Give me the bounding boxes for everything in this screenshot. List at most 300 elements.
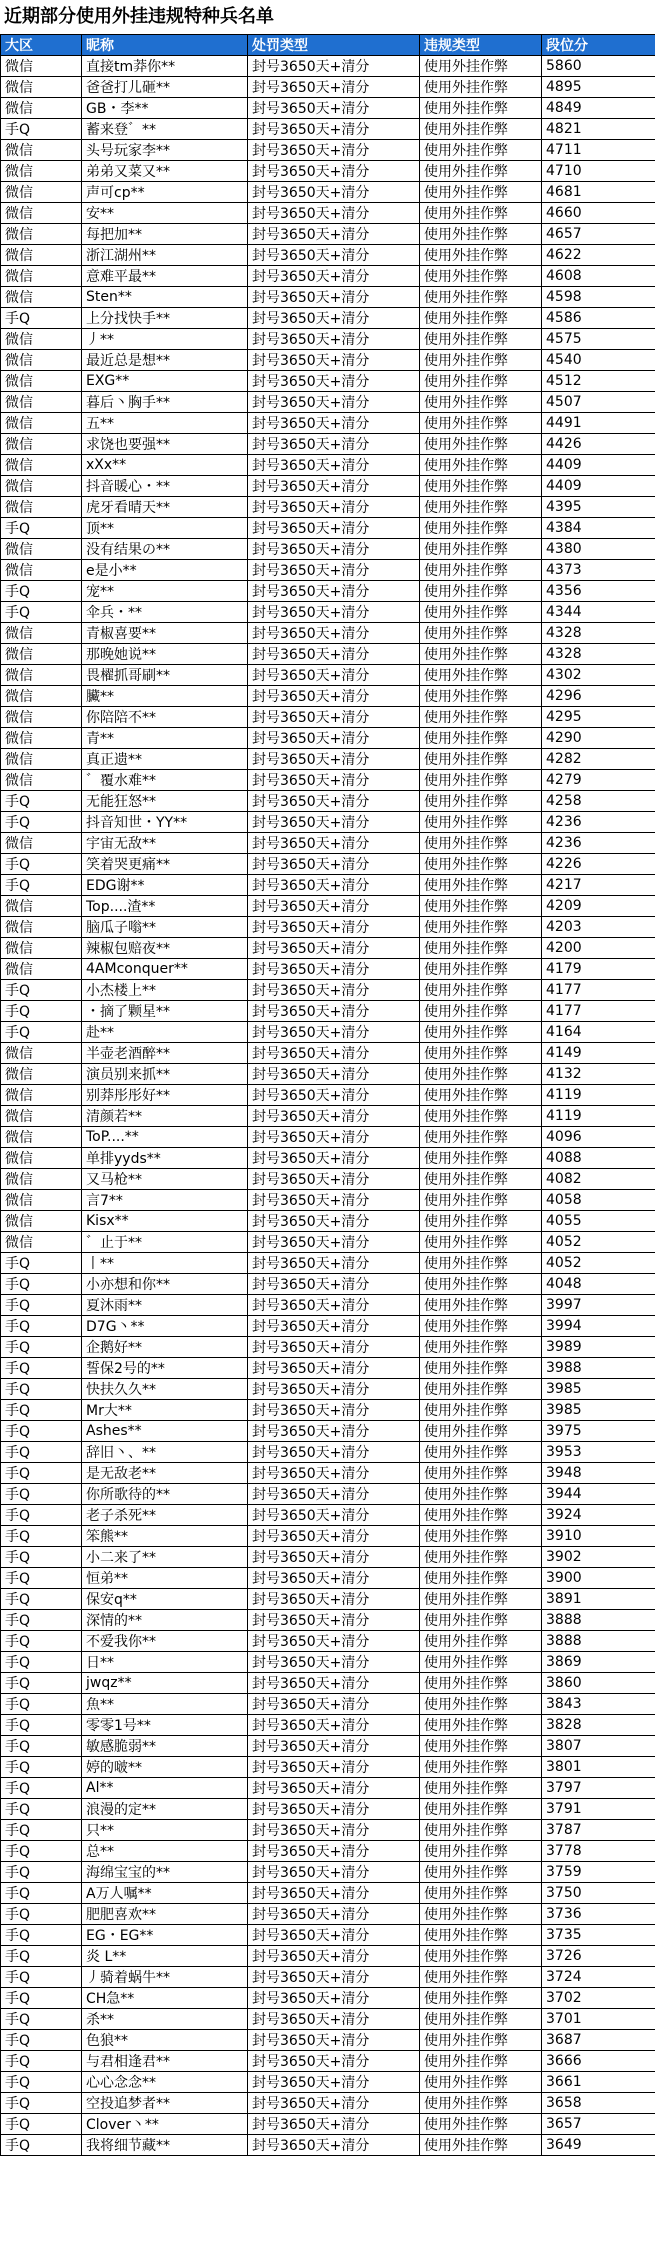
region-cell: 手Q	[1, 980, 82, 1001]
table-row	[1, 476, 655, 497]
violation-type-cell: 使用外挂作弊	[420, 1169, 542, 1190]
region-cell: 手Q	[1, 854, 82, 875]
region-cell: 微信	[1, 329, 82, 350]
nickname-cell: EDG谢**	[82, 875, 248, 896]
rank-score-cell: 4384	[542, 518, 655, 539]
table-row	[1, 2030, 655, 2051]
nickname-cell: ゛覆水难**	[82, 770, 248, 791]
table-row	[1, 539, 655, 560]
penalty-type-cell: 封号3650天+清分	[248, 1400, 420, 1421]
region-cell: 手Q	[1, 1001, 82, 1022]
region-cell: 手Q	[1, 1652, 82, 1673]
nickname-cell: 只**	[82, 1820, 248, 1841]
nickname-cell: 快扶久久**	[82, 1379, 248, 1400]
rank-score-cell: 3801	[542, 1757, 655, 1778]
region-cell: 手Q	[1, 2009, 82, 2030]
violation-type-cell: 使用外挂作弊	[420, 119, 542, 140]
table-row	[1, 56, 655, 77]
rank-score-cell: 3985	[542, 1400, 655, 1421]
penalty-type-cell: 封号3650天+清分	[248, 2114, 420, 2135]
nickname-cell: 日**	[82, 1652, 248, 1673]
nickname-cell: 上分找快手**	[82, 308, 248, 329]
table-row	[1, 182, 655, 203]
violation-type-cell: 使用外挂作弊	[420, 1820, 542, 1841]
violation-type-cell: 使用外挂作弊	[420, 1652, 542, 1673]
table-row	[1, 1589, 655, 1610]
nickname-cell: 小杰楼上**	[82, 980, 248, 1001]
region-cell: 微信	[1, 560, 82, 581]
table-row	[1, 2135, 655, 2156]
nickname-cell: 杀**	[82, 2009, 248, 2030]
rank-score-cell: 4711	[542, 140, 655, 161]
rank-score-cell: 4295	[542, 707, 655, 728]
nickname-cell: EXG**	[82, 371, 248, 392]
penalty-type-cell: 封号3650天+清分	[248, 1043, 420, 1064]
region-cell: 手Q	[1, 2135, 82, 2156]
rank-score-cell: 3726	[542, 1946, 655, 1967]
nickname-cell: 笑着哭更痛**	[82, 854, 248, 875]
rank-score-cell: 4426	[542, 434, 655, 455]
penalty-type-cell: 封号3650天+清分	[248, 119, 420, 140]
rank-score-cell: 4608	[542, 266, 655, 287]
region-cell: 手Q	[1, 1274, 82, 1295]
violation-type-cell: 使用外挂作弊	[420, 161, 542, 182]
penalty-type-cell: 封号3650天+清分	[248, 1820, 420, 1841]
region-cell: 微信	[1, 539, 82, 560]
violation-type-cell: 使用外挂作弊	[420, 1946, 542, 1967]
nickname-cell: 辞旧丶、**	[82, 1442, 248, 1463]
violation-type-cell: 使用外挂作弊	[420, 1190, 542, 1211]
penalty-type-cell: 封号3650天+清分	[248, 749, 420, 770]
penalty-type-cell: 封号3650天+清分	[248, 812, 420, 833]
nickname-cell: 脑瓜子嗡**	[82, 917, 248, 938]
violation-type-cell: 使用外挂作弊	[420, 1295, 542, 1316]
table-row	[1, 644, 655, 665]
region-cell: 微信	[1, 896, 82, 917]
table-row	[1, 98, 655, 119]
violation-type-cell: 使用外挂作弊	[420, 875, 542, 896]
table-row	[1, 1904, 655, 1925]
nickname-cell: 敏感脆弱**	[82, 1736, 248, 1757]
penalty-type-cell: 封号3650天+清分	[248, 1610, 420, 1631]
violation-type-cell: 使用外挂作弊	[420, 77, 542, 98]
penalty-type-cell: 封号3650天+清分	[248, 1022, 420, 1043]
region-cell: 微信	[1, 959, 82, 980]
rank-score-cell: 4082	[542, 1169, 655, 1190]
nickname-cell: 总**	[82, 1841, 248, 1862]
violation-type-cell: 使用外挂作弊	[420, 1400, 542, 1421]
nickname-cell: 丿**	[82, 329, 248, 350]
nickname-cell: 我将细节藏**	[82, 2135, 248, 2156]
penalty-type-cell: 封号3650天+清分	[248, 1505, 420, 1526]
penalty-type-cell: 封号3650天+清分	[248, 854, 420, 875]
penalty-type-cell: 封号3650天+清分	[248, 224, 420, 245]
region-cell: 微信	[1, 140, 82, 161]
nickname-cell: 企鹅好**	[82, 1337, 248, 1358]
violation-type-cell: 使用外挂作弊	[420, 245, 542, 266]
violation-type-cell: 使用外挂作弊	[420, 1106, 542, 1127]
penalty-type-cell: 封号3650天+清分	[248, 728, 420, 749]
region-cell: 手Q	[1, 1757, 82, 1778]
table-body	[1, 56, 655, 2156]
rank-score-cell: 3994	[542, 1316, 655, 1337]
violation-type-cell: 使用外挂作弊	[420, 1274, 542, 1295]
violation-type-cell: 使用外挂作弊	[420, 476, 542, 497]
penalty-type-cell: 封号3650天+清分	[248, 56, 420, 77]
region-cell: 微信	[1, 1043, 82, 1064]
table-row	[1, 140, 655, 161]
region-cell: 微信	[1, 1106, 82, 1127]
table-row	[1, 2009, 655, 2030]
region-cell: 手Q	[1, 1673, 82, 1694]
violation-type-cell: 使用外挂作弊	[420, 182, 542, 203]
rank-score-cell: 3658	[542, 2093, 655, 2114]
penalty-type-cell: 封号3650天+清分	[248, 161, 420, 182]
penalty-type-cell: 封号3650天+清分	[248, 1547, 420, 1568]
nickname-cell: ・摘了颗星**	[82, 1001, 248, 1022]
table-row	[1, 1862, 655, 1883]
nickname-cell: 意难平最**	[82, 266, 248, 287]
table-row	[1, 1505, 655, 1526]
rank-score-cell: 4258	[542, 791, 655, 812]
table-row	[1, 1799, 655, 1820]
region-cell: 微信	[1, 1148, 82, 1169]
region-cell: 手Q	[1, 2051, 82, 2072]
rank-score-cell: 4821	[542, 119, 655, 140]
region-cell: 微信	[1, 56, 82, 77]
rank-score-cell: 4681	[542, 182, 655, 203]
table-row	[1, 1925, 655, 1946]
nickname-cell: 丿骑着蜗牛**	[82, 1967, 248, 1988]
nickname-cell: 婷的啵**	[82, 1757, 248, 1778]
nickname-cell: 言7**	[82, 1190, 248, 1211]
nickname-cell: Kisx**	[82, 1211, 248, 1232]
violation-type-cell: 使用外挂作弊	[420, 1316, 542, 1337]
column-header-penalty-type: 处罚类型	[248, 35, 420, 56]
column-header-violation-type: 违规类型	[420, 35, 542, 56]
table-row	[1, 2093, 655, 2114]
table-row	[1, 1715, 655, 1736]
violation-type-cell: 使用外挂作弊	[420, 1148, 542, 1169]
table-row	[1, 770, 655, 791]
penalty-type-cell: 封号3650天+清分	[248, 1673, 420, 1694]
penalty-type-cell: 封号3650天+清分	[248, 770, 420, 791]
table-row	[1, 2114, 655, 2135]
penalty-type-cell: 封号3650天+清分	[248, 434, 420, 455]
region-cell: 微信	[1, 497, 82, 518]
region-cell: 微信	[1, 1064, 82, 1085]
nickname-cell: 弟弟又菜又**	[82, 161, 248, 182]
rank-score-cell: 4132	[542, 1064, 655, 1085]
table-row	[1, 119, 655, 140]
penalty-type-cell: 封号3650天+清分	[248, 581, 420, 602]
penalty-type-cell: 封号3650天+清分	[248, 1652, 420, 1673]
nickname-cell: 恒弟**	[82, 1568, 248, 1589]
rank-score-cell: 4586	[542, 308, 655, 329]
region-cell: 手Q	[1, 1547, 82, 1568]
rank-score-cell: 4236	[542, 812, 655, 833]
penalty-type-cell: 封号3650天+清分	[248, 1484, 420, 1505]
nickname-cell: Mr大**	[82, 1400, 248, 1421]
rank-score-cell: 4507	[542, 392, 655, 413]
rank-score-cell: 4380	[542, 539, 655, 560]
violation-type-cell: 使用外挂作弊	[420, 1568, 542, 1589]
violation-type-cell: 使用外挂作弊	[420, 1967, 542, 1988]
penalty-type-cell: 封号3650天+清分	[248, 875, 420, 896]
table-row	[1, 1988, 655, 2009]
penalty-type-cell: 封号3650天+清分	[248, 1862, 420, 1883]
violation-type-cell: 使用外挂作弊	[420, 791, 542, 812]
nickname-cell: 没有结果の**	[82, 539, 248, 560]
region-cell: 微信	[1, 245, 82, 266]
penalty-type-cell: 封号3650天+清分	[248, 1169, 420, 1190]
region-cell: 微信	[1, 1169, 82, 1190]
table-row	[1, 1694, 655, 1715]
nickname-cell: 海绵宝宝的**	[82, 1862, 248, 1883]
rank-score-cell: 4328	[542, 623, 655, 644]
penalty-type-cell: 封号3650天+清分	[248, 2093, 420, 2114]
column-header-nickname: 昵称	[82, 35, 248, 56]
rank-score-cell: 3702	[542, 1988, 655, 2009]
violation-type-cell: 使用外挂作弊	[420, 959, 542, 980]
region-cell: 微信	[1, 161, 82, 182]
table-row	[1, 728, 655, 749]
region-cell: 手Q	[1, 1610, 82, 1631]
nickname-cell: 蓄来登゛**	[82, 119, 248, 140]
table-row	[1, 1484, 655, 1505]
penalty-type-cell: 封号3650天+清分	[248, 623, 420, 644]
penalty-type-cell: 封号3650天+清分	[248, 2009, 420, 2030]
penalty-type-cell: 封号3650天+清分	[248, 1715, 420, 1736]
nickname-cell: 零零1号**	[82, 1715, 248, 1736]
penalty-type-cell: 封号3650天+清分	[248, 497, 420, 518]
violation-type-cell: 使用外挂作弊	[420, 1631, 542, 1652]
nickname-cell: 抖音知世・YY**	[82, 812, 248, 833]
region-cell: 手Q	[1, 1463, 82, 1484]
rank-score-cell: 3860	[542, 1673, 655, 1694]
table-row	[1, 1526, 655, 1547]
table-row	[1, 413, 655, 434]
region-cell: 微信	[1, 434, 82, 455]
rank-score-cell: 4657	[542, 224, 655, 245]
nickname-cell: 与君相逢君**	[82, 2051, 248, 2072]
rank-score-cell: 4622	[542, 245, 655, 266]
violation-type-cell: 使用外挂作弊	[420, 1484, 542, 1505]
penalty-type-cell: 封号3650天+清分	[248, 455, 420, 476]
table-row	[1, 1652, 655, 1673]
table-row	[1, 1022, 655, 1043]
table-row	[1, 938, 655, 959]
violation-type-cell: 使用外挂作弊	[420, 560, 542, 581]
violation-type-cell: 使用外挂作弊	[420, 350, 542, 371]
nickname-cell: 炎 L**	[82, 1946, 248, 1967]
penalty-type-cell: 封号3650天+清分	[248, 476, 420, 497]
table-row	[1, 749, 655, 770]
table-row	[1, 560, 655, 581]
region-cell: 手Q	[1, 1400, 82, 1421]
nickname-cell: e是小**	[82, 560, 248, 581]
nickname-cell: 那晚她说**	[82, 644, 248, 665]
rank-score-cell: 3888	[542, 1631, 655, 1652]
table-row	[1, 1337, 655, 1358]
table-row	[1, 1841, 655, 1862]
table-row	[1, 1127, 655, 1148]
nickname-cell: 心心念念**	[82, 2072, 248, 2093]
violation-type-cell: 使用外挂作弊	[420, 917, 542, 938]
violation-type-cell: 使用外挂作弊	[420, 1925, 542, 1946]
violation-type-cell: 使用外挂作弊	[420, 539, 542, 560]
rank-score-cell: 3953	[542, 1442, 655, 1463]
rank-score-cell: 3701	[542, 2009, 655, 2030]
rank-score-cell: 4344	[542, 602, 655, 623]
table-row	[1, 1106, 655, 1127]
region-cell: 手Q	[1, 2030, 82, 2051]
rank-score-cell: 4356	[542, 581, 655, 602]
violation-type-cell: 使用外挂作弊	[420, 56, 542, 77]
violation-type-cell: 使用外挂作弊	[420, 602, 542, 623]
rank-score-cell: 3948	[542, 1463, 655, 1484]
nickname-cell: 青椒喜要**	[82, 623, 248, 644]
region-cell: 手Q	[1, 2093, 82, 2114]
region-cell: 手Q	[1, 1442, 82, 1463]
region-cell: 微信	[1, 392, 82, 413]
table-row	[1, 1673, 655, 1694]
violation-type-cell: 使用外挂作弊	[420, 434, 542, 455]
violation-type-cell: 使用外挂作弊	[420, 686, 542, 707]
table-row	[1, 2051, 655, 2072]
rank-score-cell: 3750	[542, 1883, 655, 1904]
table-row	[1, 161, 655, 182]
penalty-type-cell: 封号3650天+清分	[248, 959, 420, 980]
rank-score-cell: 3666	[542, 2051, 655, 2072]
rank-score-cell: 4088	[542, 1148, 655, 1169]
table-row	[1, 896, 655, 917]
violation-type-cell: 使用外挂作弊	[420, 203, 542, 224]
table-row	[1, 1568, 655, 1589]
table-row	[1, 497, 655, 518]
table-row	[1, 1190, 655, 1211]
table-row	[1, 1043, 655, 1064]
table-row	[1, 1631, 655, 1652]
violation-type-cell: 使用外挂作弊	[420, 644, 542, 665]
nickname-cell: 宠**	[82, 581, 248, 602]
violation-type-cell: 使用外挂作弊	[420, 413, 542, 434]
penalty-type-cell: 封号3650天+清分	[248, 518, 420, 539]
nickname-cell: 空投追梦者**	[82, 2093, 248, 2114]
penalty-type-cell: 封号3650天+清分	[248, 1127, 420, 1148]
rank-score-cell: 3735	[542, 1925, 655, 1946]
violation-type-cell: 使用外挂作弊	[420, 329, 542, 350]
region-cell: 手Q	[1, 1862, 82, 1883]
region-cell: 手Q	[1, 1694, 82, 1715]
penalty-type-cell: 封号3650天+清分	[248, 1442, 420, 1463]
rank-score-cell: 4096	[542, 1127, 655, 1148]
violation-type-cell: 使用外挂作弊	[420, 2051, 542, 2072]
rank-score-cell: 3997	[542, 1295, 655, 1316]
penalty-type-cell: 封号3650天+清分	[248, 182, 420, 203]
violation-type-cell: 使用外挂作弊	[420, 1883, 542, 1904]
table-row	[1, 434, 655, 455]
nickname-cell: 安**	[82, 203, 248, 224]
rank-score-cell: 4409	[542, 476, 655, 497]
nickname-cell: 辣椒包赔夜**	[82, 938, 248, 959]
nickname-cell: 你所歌待的**	[82, 1484, 248, 1505]
nickname-cell: 伞兵・**	[82, 602, 248, 623]
violation-type-cell: 使用外挂作弊	[420, 392, 542, 413]
violation-type-cell: 使用外挂作弊	[420, 728, 542, 749]
rank-score-cell: 4217	[542, 875, 655, 896]
penalty-type-cell: 封号3650天+清分	[248, 140, 420, 161]
rank-score-cell: 3724	[542, 1967, 655, 1988]
violation-type-cell: 使用外挂作弊	[420, 1841, 542, 1862]
table-row	[1, 1001, 655, 1022]
rank-score-cell: 3924	[542, 1505, 655, 1526]
region-cell: 微信	[1, 266, 82, 287]
region-cell: 手Q	[1, 602, 82, 623]
region-cell: 微信	[1, 287, 82, 308]
violation-type-cell: 使用外挂作弊	[420, 1232, 542, 1253]
penalty-type-cell: 封号3650天+清分	[248, 791, 420, 812]
nickname-cell: 小亦想和你**	[82, 1274, 248, 1295]
nickname-cell: 老子杀死**	[82, 1505, 248, 1526]
rank-score-cell: 4302	[542, 665, 655, 686]
violation-type-cell: 使用外挂作弊	[420, 1421, 542, 1442]
nickname-cell: 色狼**	[82, 2030, 248, 2051]
penalty-type-cell: 封号3650天+清分	[248, 1631, 420, 1652]
table-row	[1, 224, 655, 245]
region-cell: 微信	[1, 1232, 82, 1253]
region-cell: 微信	[1, 1190, 82, 1211]
violation-type-cell: 使用外挂作弊	[420, 497, 542, 518]
region-cell: 手Q	[1, 1883, 82, 1904]
nickname-cell: 单排yyds**	[82, 1148, 248, 1169]
penalty-type-cell: 封号3650天+清分	[248, 1946, 420, 1967]
penalty-type-cell: 封号3650天+清分	[248, 1316, 420, 1337]
rank-score-cell: 3661	[542, 2072, 655, 2093]
region-cell: 手Q	[1, 308, 82, 329]
penalty-type-cell: 封号3650天+清分	[248, 1358, 420, 1379]
table-row	[1, 1274, 655, 1295]
penalty-type-cell: 封号3650天+清分	[248, 392, 420, 413]
violation-type-cell: 使用外挂作弊	[420, 1505, 542, 1526]
rank-score-cell: 3797	[542, 1778, 655, 1799]
nickname-cell: Ashes**	[82, 1421, 248, 1442]
nickname-cell: 宇宙无敌**	[82, 833, 248, 854]
region-cell: 手Q	[1, 1484, 82, 1505]
rank-score-cell: 4512	[542, 371, 655, 392]
rank-score-cell: 4209	[542, 896, 655, 917]
rank-score-cell: 4203	[542, 917, 655, 938]
violation-type-cell: 使用外挂作弊	[420, 518, 542, 539]
region-cell: 微信	[1, 455, 82, 476]
table-row	[1, 1085, 655, 1106]
table-row	[1, 266, 655, 287]
table-row	[1, 371, 655, 392]
violation-type-cell: 使用外挂作弊	[420, 1043, 542, 1064]
nickname-cell: Al**	[82, 1778, 248, 1799]
penalty-type-cell: 封号3650天+清分	[248, 2030, 420, 2051]
penalty-type-cell: 封号3650天+清分	[248, 1778, 420, 1799]
table-row	[1, 518, 655, 539]
region-cell: 微信	[1, 224, 82, 245]
region-cell: 微信	[1, 476, 82, 497]
region-cell: 微信	[1, 182, 82, 203]
table-row	[1, 1820, 655, 1841]
table-row	[1, 1211, 655, 1232]
rank-score-cell: 3989	[542, 1337, 655, 1358]
region-cell: 微信	[1, 665, 82, 686]
region-cell: 手Q	[1, 1568, 82, 1589]
